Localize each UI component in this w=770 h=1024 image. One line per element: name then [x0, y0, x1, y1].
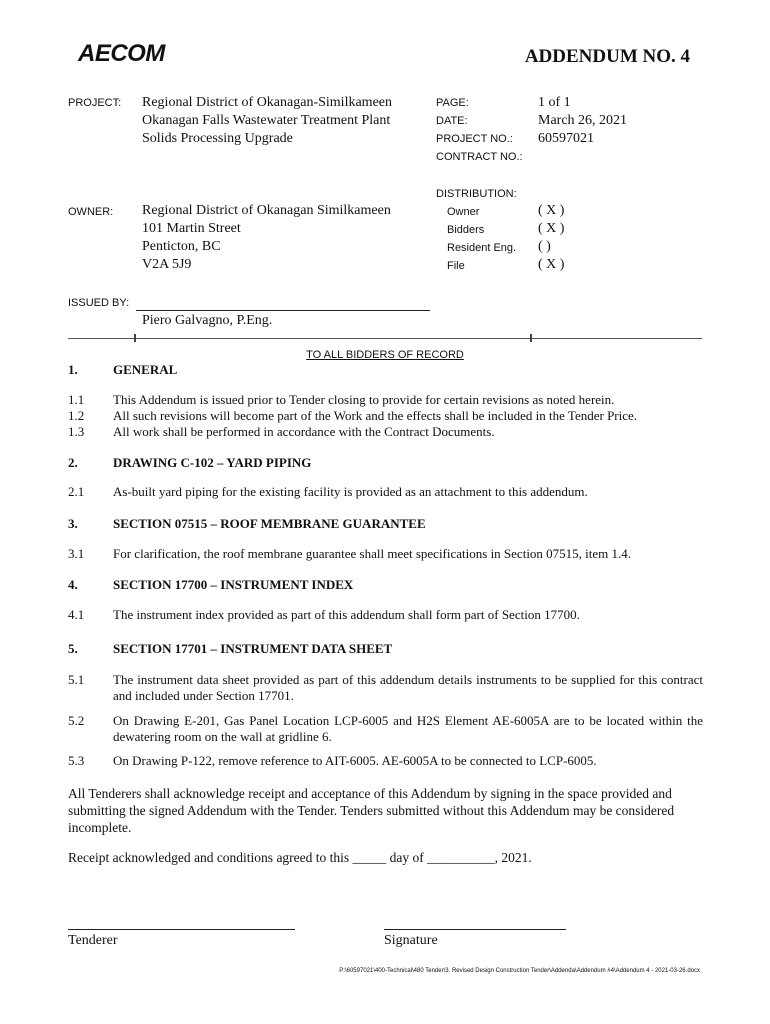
project-line-1: Regional District of Okanagan-Similkameen	[142, 95, 392, 110]
issued-by-signature-line	[136, 310, 430, 311]
distribution-name-owner: Owner	[447, 206, 480, 218]
distribution-mark-owner: ( X )	[538, 203, 565, 218]
owner-address-block	[142, 202, 391, 274]
section-4-title: SECTION 17700 – INSTRUMENT INDEX	[113, 577, 354, 592]
item-4-1-text: The instrument index provided as part of this addendum shall form part of Section 17700.	[113, 607, 580, 622]
distribution-label: DISTRIBUTION:	[436, 188, 517, 200]
item-5-2-number: 5.2	[68, 713, 85, 728]
signature-line[interactable]	[384, 929, 566, 930]
distribution-mark-file: ( X )	[538, 257, 565, 272]
section-2-number: 2.	[68, 455, 78, 470]
contract-no-label: CONTRACT NO.:	[436, 151, 523, 163]
date-value: March 26, 2021	[538, 113, 628, 128]
project-no-value: 60597021	[538, 131, 594, 146]
distribution-mark-bidders: ( X )	[538, 221, 565, 236]
issued-by-name: Piero Galvagno, P.Eng.	[142, 313, 273, 328]
header-separator	[68, 338, 702, 339]
owner-line-2: 101 Martin Street	[142, 221, 241, 236]
section-4-number: 4.	[68, 577, 78, 592]
issued-by-label: ISSUED BY:	[68, 297, 130, 309]
separator-tick-left	[134, 334, 136, 342]
distribution-name-bidders: Bidders	[447, 224, 485, 236]
item-1-1-number: 1.1	[68, 392, 85, 407]
item-1-2-number: 1.2	[68, 408, 85, 423]
section-1-title: GENERAL	[113, 362, 178, 377]
owner-line-3: Penticton, BC	[142, 239, 221, 254]
item-3-1-text: For clarification, the roof membrane guarantee shall meet specifications in Section 07515, item 1.4.	[113, 546, 632, 561]
item-5-1-text: The instrument data sheet provided as part of this addendum details instruments to be supplied for this contract and included under Section 17701.	[113, 672, 703, 703]
section-1-number: 1.	[68, 362, 78, 377]
project-line-3: Solids Processing Upgrade	[142, 131, 293, 146]
item-2-1-text: As-built yard piping for the existing facility is provided as an attachment to this addendum.	[113, 484, 588, 499]
section-2-title: DRAWING C-102 – YARD PIPING	[113, 455, 312, 470]
date-label: DATE:	[436, 115, 468, 127]
addendum-title: ADDENDUM NO. 4	[524, 46, 690, 67]
distribution-mark-resident-eng: ( )	[538, 239, 551, 254]
receipt-acknowledgement: Receipt acknowledged and conditions agreed to this _____ day of __________, 2021.	[68, 850, 532, 865]
aecom-logo: AECOM	[78, 40, 165, 67]
project-line-2: Okanagan Falls Wastewater Treatment Plant	[142, 113, 391, 128]
item-1-2-text: All such revisions will become part of the Work and the effects shall be included in the Tender Price.	[113, 408, 638, 423]
tenderer-signature-line[interactable]	[68, 929, 295, 930]
project-name-block	[142, 94, 392, 148]
item-5-1-number: 5.1	[68, 672, 85, 687]
item-1-1-text: This Addendum is issued prior to Tender closing to provide for certain revisions as noted herein.	[113, 392, 615, 407]
tenderer-label: Tenderer	[68, 933, 118, 948]
distribution-name-file: File	[447, 260, 465, 272]
distribution-name-resident-eng: Resident Eng.	[447, 242, 517, 254]
item-5-3-number: 5.3	[68, 753, 85, 768]
owner-label: OWNER:	[68, 206, 114, 218]
section-3-number: 3.	[68, 516, 78, 531]
owner-line-1: Regional District of Okanagan Similkameen	[142, 203, 391, 218]
item-3-1-number: 3.1	[68, 546, 85, 561]
item-1-3-text: All work shall be performed in accordance with the Contract Documents.	[113, 424, 495, 439]
signature-label: Signature	[384, 933, 438, 948]
section-3-title: SECTION 07515 – ROOF MEMBRANE GUARANTEE	[113, 516, 426, 531]
page-value: 1 of 1	[538, 95, 571, 110]
section-5-title: SECTION 17701 – INSTRUMENT DATA SHEET	[113, 641, 393, 656]
section-5-number: 5.	[68, 641, 78, 656]
footer-file-path: P:\60597021\400-Technical\480 Tender\3. Revised Design Construction Tender\Addenda\Addendum #4\Addendum 4 - 2021-03-26.docx	[339, 968, 700, 974]
item-4-1-number: 4.1	[68, 607, 85, 622]
item-2-1-number: 2.1	[68, 484, 85, 499]
item-5-3-text: On Drawing P-122, remove reference to AIT-6005. AE-6005A to be connected to LCP-6005.	[113, 753, 597, 768]
page-label: PAGE:	[436, 97, 469, 109]
closing-paragraph: All Tenderers shall acknowledge receipt and acceptance of this Addendum by signing in the space provided and submitting the signed Addendum with the Tender. Tenders submitted without this Addendum may be considered incomplete.	[68, 786, 675, 835]
item-1-3-number: 1.3	[68, 424, 85, 439]
project-label: PROJECT:	[68, 97, 122, 109]
to-all-bidders-heading: TO ALL BIDDERS OF RECORD	[306, 349, 464, 361]
project-no-label: PROJECT NO.:	[436, 133, 513, 145]
owner-line-4: V2A 5J9	[142, 257, 192, 272]
separator-tick-right	[530, 334, 532, 342]
item-5-2-text: On Drawing E-201, Gas Panel Location LCP-6005 and H2S Element AE-6005A are to be located within the dewatering room on the wall at gridline 6.	[113, 713, 703, 744]
